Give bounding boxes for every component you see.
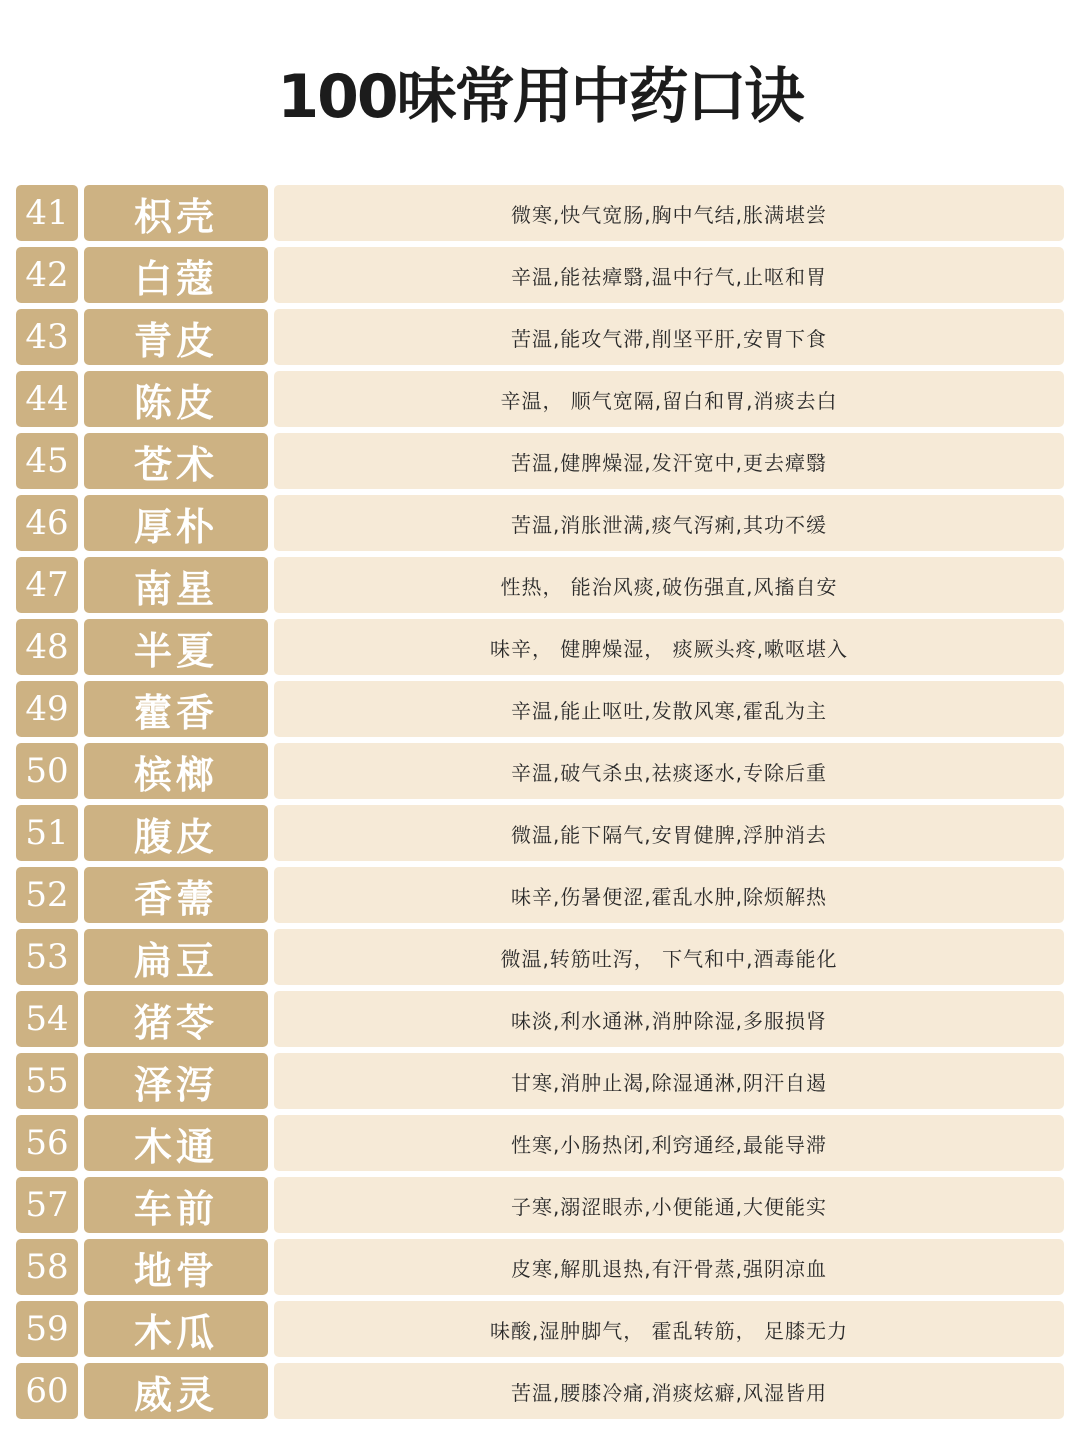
row-number: 56 [16, 1115, 78, 1171]
herb-mnemonic: 甘寒,消肿止渴,除湿通淋,阴汗自遏 [274, 1053, 1064, 1109]
herb-name: 槟榔 [84, 743, 268, 799]
herb-name: 枳壳 [84, 185, 268, 241]
table-row [16, 991, 1064, 1047]
herb-mnemonic: 微温,转筋吐泻， 下气和中,酒毒能化 [274, 929, 1064, 985]
herb-table [16, 185, 1064, 1425]
table-row [16, 433, 1064, 489]
herb-name: 扁豆 [84, 929, 268, 985]
table-row [16, 929, 1064, 985]
herb-name: 车前 [84, 1177, 268, 1233]
herb-mnemonic: 苦温,腰膝冷痛,消痰炫癖,风湿皆用 [274, 1363, 1064, 1419]
herb-mnemonic: 苦温,能攻气滞,削坚平肝,安胃下食 [274, 309, 1064, 365]
herb-mnemonic: 微寒,快气宽肠,胸中气结,胀满堪尝 [274, 185, 1064, 241]
table-row [16, 1053, 1064, 1109]
herb-name: 木通 [84, 1115, 268, 1171]
herb-mnemonic: 性热， 能治风痰,破伤强直,风搐自安 [274, 557, 1064, 613]
table-row [16, 247, 1064, 303]
row-number: 47 [16, 557, 78, 613]
row-number: 48 [16, 619, 78, 675]
row-number: 46 [16, 495, 78, 551]
herb-name: 陈皮 [84, 371, 268, 427]
herb-name: 苍术 [84, 433, 268, 489]
row-number: 59 [16, 1301, 78, 1357]
row-number: 49 [16, 681, 78, 737]
herb-mnemonic: 辛温,能祛瘴翳,温中行气,止呕和胃 [274, 247, 1064, 303]
herb-name: 泽泻 [84, 1053, 268, 1109]
herb-name: 木瓜 [84, 1301, 268, 1357]
row-number: 53 [16, 929, 78, 985]
herb-name: 威灵 [84, 1363, 268, 1419]
table-row [16, 1115, 1064, 1171]
herb-mnemonic: 苦温,健脾燥湿,发汗宽中,更去瘴翳 [274, 433, 1064, 489]
row-number: 58 [16, 1239, 78, 1295]
herb-mnemonic: 辛温， 顺气宽隔,留白和胃,消痰去白 [274, 371, 1064, 427]
herb-mnemonic: 辛温,能止呕吐,发散风寒,霍乱为主 [274, 681, 1064, 737]
herb-mnemonic: 子寒,溺涩眼赤,小便能通,大便能实 [274, 1177, 1064, 1233]
table-row [16, 185, 1064, 241]
herb-mnemonic: 味辛， 健脾燥湿， 痰厥头疼,嗽呕堪入 [274, 619, 1064, 675]
table-row [16, 1301, 1064, 1357]
table-row [16, 371, 1064, 427]
table-row [16, 743, 1064, 799]
herb-mnemonic: 苦温,消胀泄满,痰气泻痢,其功不缓 [274, 495, 1064, 551]
herb-name: 腹皮 [84, 805, 268, 861]
herb-name: 地骨 [84, 1239, 268, 1295]
table-row [16, 867, 1064, 923]
row-number: 51 [16, 805, 78, 861]
herb-mnemonic: 味辛,伤暑便涩,霍乱水肿,除烦解热 [274, 867, 1064, 923]
row-number: 55 [16, 1053, 78, 1109]
table-row [16, 1177, 1064, 1233]
table-row [16, 619, 1064, 675]
herb-mnemonic: 辛温,破气杀虫,祛痰逐水,专除后重 [274, 743, 1064, 799]
row-number: 43 [16, 309, 78, 365]
row-number: 50 [16, 743, 78, 799]
herb-name: 半夏 [84, 619, 268, 675]
herb-mnemonic: 味酸,湿肿脚气， 霍乱转筋， 足膝无力 [274, 1301, 1064, 1357]
table-row [16, 805, 1064, 861]
herb-name: 青皮 [84, 309, 268, 365]
herb-name: 猪苓 [84, 991, 268, 1047]
herb-name: 厚朴 [84, 495, 268, 551]
herb-mnemonic: 性寒,小肠热闭,利窍通经,最能导滞 [274, 1115, 1064, 1171]
table-row [16, 309, 1064, 365]
row-number: 44 [16, 371, 78, 427]
herb-name: 白蔻 [84, 247, 268, 303]
row-number: 57 [16, 1177, 78, 1233]
row-number: 41 [16, 185, 78, 241]
herb-mnemonic: 微温,能下隔气,安胃健脾,浮肿消去 [274, 805, 1064, 861]
row-number: 45 [16, 433, 78, 489]
table-row [16, 1363, 1064, 1419]
table-row [16, 681, 1064, 737]
page-title: 100味常用中药口诀 [277, 62, 803, 132]
herb-mnemonic: 味淡,利水通淋,消肿除湿,多服损肾 [274, 991, 1064, 1047]
row-number: 54 [16, 991, 78, 1047]
herb-name: 藿香 [84, 681, 268, 737]
row-number: 52 [16, 867, 78, 923]
row-number: 60 [16, 1363, 78, 1419]
row-number: 42 [16, 247, 78, 303]
table-row [16, 1239, 1064, 1295]
table-row [16, 495, 1064, 551]
herb-name: 香薷 [84, 867, 268, 923]
table-row [16, 557, 1064, 613]
herb-name: 南星 [84, 557, 268, 613]
herb-mnemonic: 皮寒,解肌退热,有汗骨蒸,强阴凉血 [274, 1239, 1064, 1295]
